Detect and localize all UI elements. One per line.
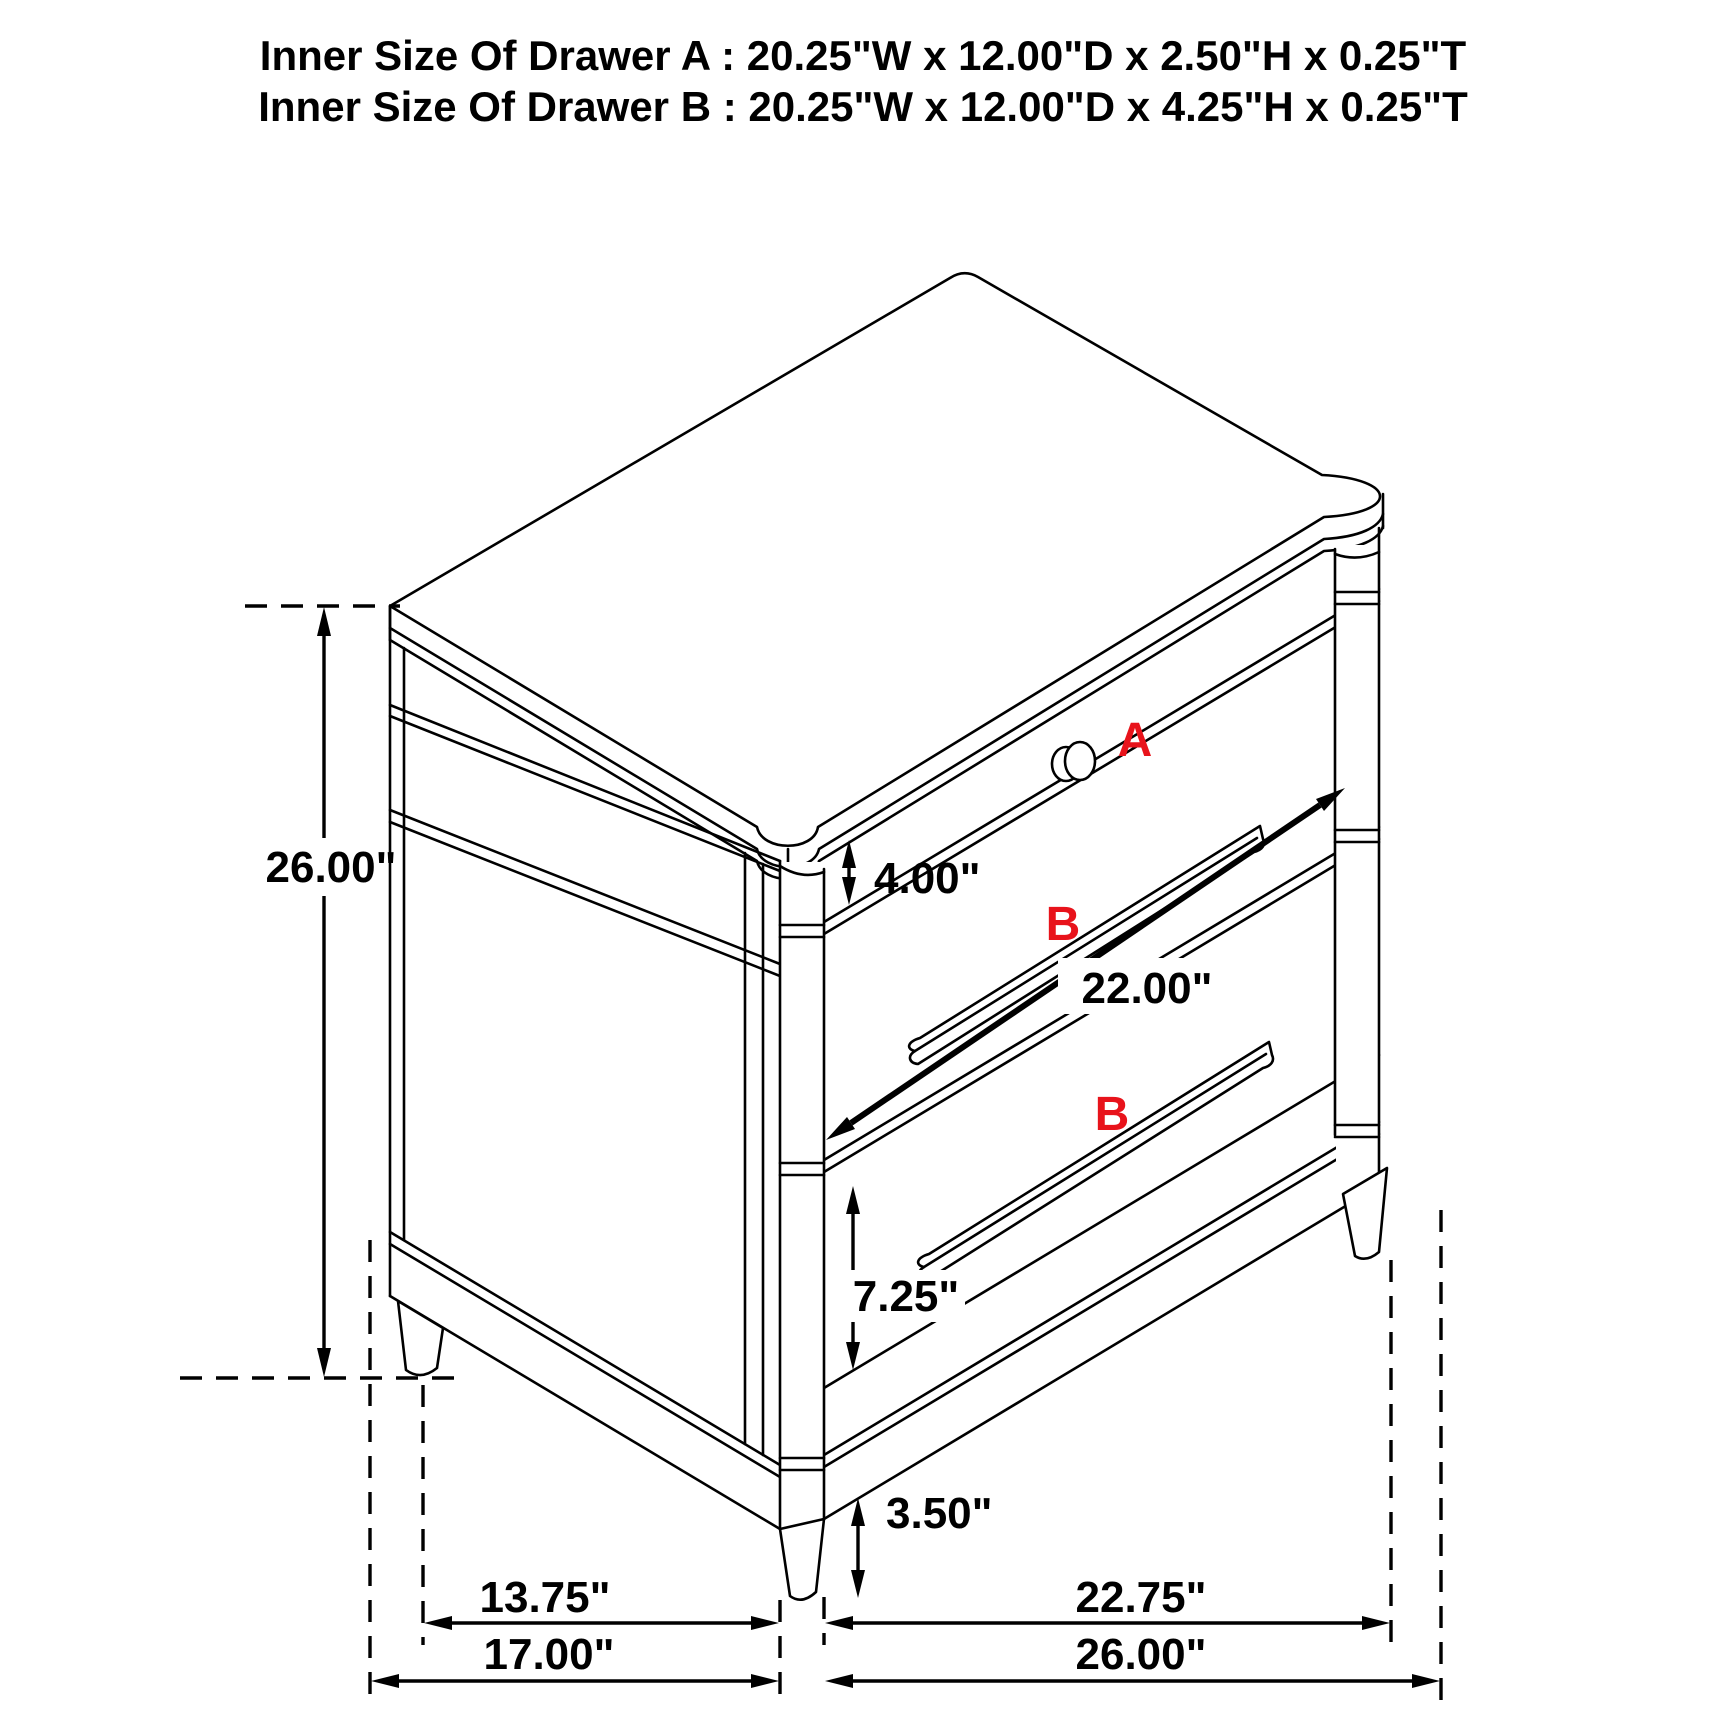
dim-drawer-b-height-label: 7.25": [852, 1272, 960, 1321]
drawer-b-middle-label: B: [1045, 898, 1081, 951]
title-line-1: Inner Size Of Drawer A : 20.25"W x 12.00"D x 2.50"H x 0.25"T: [259, 32, 1467, 79]
dim-leg-height-label: 3.50": [886, 1489, 993, 1538]
dim-drawer-a-height-label: 4.00": [874, 854, 981, 903]
front-right-corner-post: [1335, 528, 1379, 1186]
dim-side-depth-label: 17.00": [483, 1630, 615, 1679]
dim-side-leg-spacing-label: 13.75": [479, 1573, 611, 1622]
title-line-2: Inner Size Of Drawer B : 20.25"W x 12.00"D x 4.25"H x 0.25"T: [258, 83, 1468, 130]
dim-drawer-width-label: 22.00": [1081, 964, 1213, 1013]
drawer-a-label: A: [1117, 714, 1153, 767]
dim-overall-height-label: 26.00": [265, 843, 397, 892]
drawer-b-bottom-label: B: [1094, 1088, 1130, 1141]
dim-overall-width-label: 26.00": [1075, 1630, 1207, 1679]
dim-front-leg-spacing-label: 22.75": [1075, 1573, 1207, 1622]
front-left-corner-post: [780, 861, 824, 1529]
